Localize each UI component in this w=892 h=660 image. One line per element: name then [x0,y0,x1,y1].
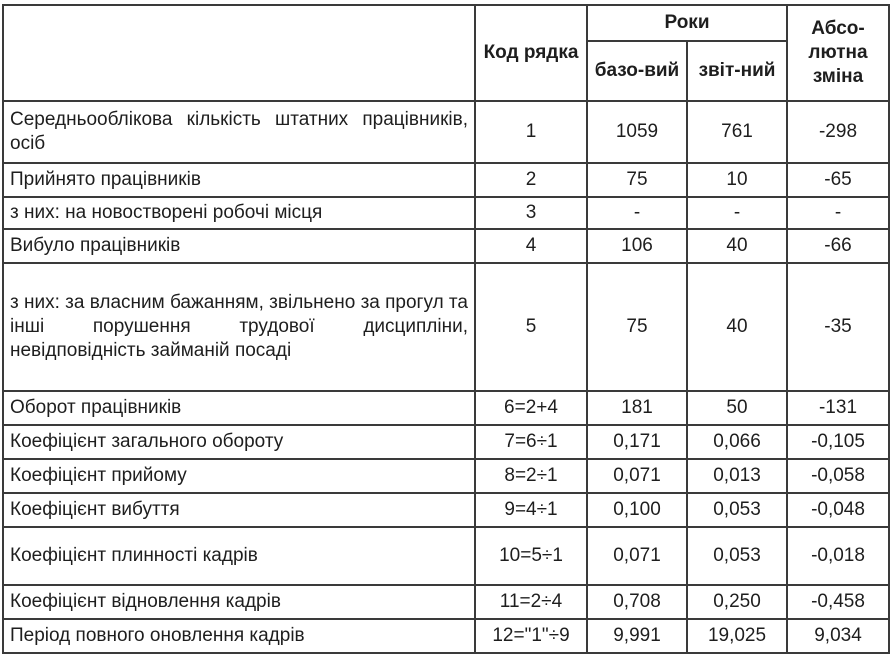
base-year-value-cell: 181 [587,391,687,425]
absolute-change-cell: -0,048 [787,493,889,527]
absolute-change-cell: -66 [787,229,889,263]
absolute-change-cell: -0,105 [787,425,889,459]
absolute-change-cell: -0,018 [787,527,889,585]
row-code-cell: 11=2÷4 [475,585,587,619]
indicator-name-cell: Коефіцієнт прийому [3,459,475,493]
report-year-value-cell: 761 [687,101,787,163]
row-code-cell: 3 [475,197,587,229]
row-code-cell: 10=5÷1 [475,527,587,585]
base-year-value-cell: 9,991 [587,619,687,653]
absolute-change-cell: -298 [787,101,889,163]
table-row [3,263,889,391]
row-code-cell: 1 [475,101,587,163]
report-year-value-cell: - [687,197,787,229]
header-row-code: Код рядка [475,5,587,101]
report-year-value-cell: 0,066 [687,425,787,459]
row-code-cell: 4 [475,229,587,263]
indicator-name-cell: Оборот працівників [3,391,475,425]
indicator-name-cell: з них: за власним бажанням, звільнено за прогул та інші порушення трудової дисципліни, невідповідність займаній посаді [3,263,475,391]
base-year-value-cell: 0,071 [587,459,687,493]
header-absolute-change: Абсо-лютна зміна [787,5,889,101]
base-year-value-cell: - [587,197,687,229]
absolute-change-cell: -0,458 [787,585,889,619]
base-year-value-cell: 0,708 [587,585,687,619]
indicator-name-cell: Середньооблікова кількість штатних працівників, осіб [3,101,475,163]
row-code-cell: 2 [475,163,587,197]
indicator-name-cell: Коефіцієнт вибуття [3,493,475,527]
row-code-cell: 7=6÷1 [475,425,587,459]
row-code-cell: 8=2÷1 [475,459,587,493]
table-row [3,619,889,653]
indicator-name-cell: Прийнято працівників [3,163,475,197]
indicator-name-cell: Коефіцієнт загального обороту [3,425,475,459]
indicator-name-cell: Період повного оновлення кадрів [3,619,475,653]
absolute-change-cell: -65 [787,163,889,197]
table-row [3,197,889,229]
base-year-value-cell: 1059 [587,101,687,163]
table-row [3,527,889,585]
table-row [3,229,889,263]
table-row [3,585,889,619]
row-code-cell: 6=2+4 [475,391,587,425]
report-year-value-cell: 40 [687,263,787,391]
table-row [3,493,889,527]
base-year-value-cell: 75 [587,163,687,197]
report-year-value-cell: 0,250 [687,585,787,619]
absolute-change-cell: 9,034 [787,619,889,653]
absolute-change-cell: -131 [787,391,889,425]
absolute-change-cell: - [787,197,889,229]
row-code-cell: 5 [475,263,587,391]
base-year-value-cell: 106 [587,229,687,263]
report-year-value-cell: 19,025 [687,619,787,653]
table-row [3,391,889,425]
indicator-name-cell: Коефіцієнт відновлення кадрів [3,585,475,619]
report-year-value-cell: 50 [687,391,787,425]
base-year-value-cell: 0,171 [587,425,687,459]
absolute-change-cell: -35 [787,263,889,391]
absolute-change-cell: -0,058 [787,459,889,493]
staff-movement-table [2,4,890,654]
report-year-value-cell: 0,013 [687,459,787,493]
header-base-year: базо-вий [587,41,687,101]
indicator-name-cell: Вибуло працівників [3,229,475,263]
header-report-year: звіт-ний [687,41,787,101]
report-year-value-cell: 40 [687,229,787,263]
base-year-value-cell: 75 [587,263,687,391]
header-indicator-cell [3,5,475,101]
table-row [3,163,889,197]
row-code-cell: 12="1"÷9 [475,619,587,653]
row-code-cell: 9=4÷1 [475,493,587,527]
table-row [3,101,889,163]
table-row [3,459,889,493]
report-year-value-cell: 0,053 [687,527,787,585]
header-years: Роки [587,5,787,41]
report-year-value-cell: 10 [687,163,787,197]
table-row [3,425,889,459]
indicator-name-cell: Коефіцієнт плинності кадрів [3,527,475,585]
indicator-name-cell: з них: на новостворені робочі місця [3,197,475,229]
base-year-value-cell: 0,100 [587,493,687,527]
base-year-value-cell: 0,071 [587,527,687,585]
report-year-value-cell: 0,053 [687,493,787,527]
